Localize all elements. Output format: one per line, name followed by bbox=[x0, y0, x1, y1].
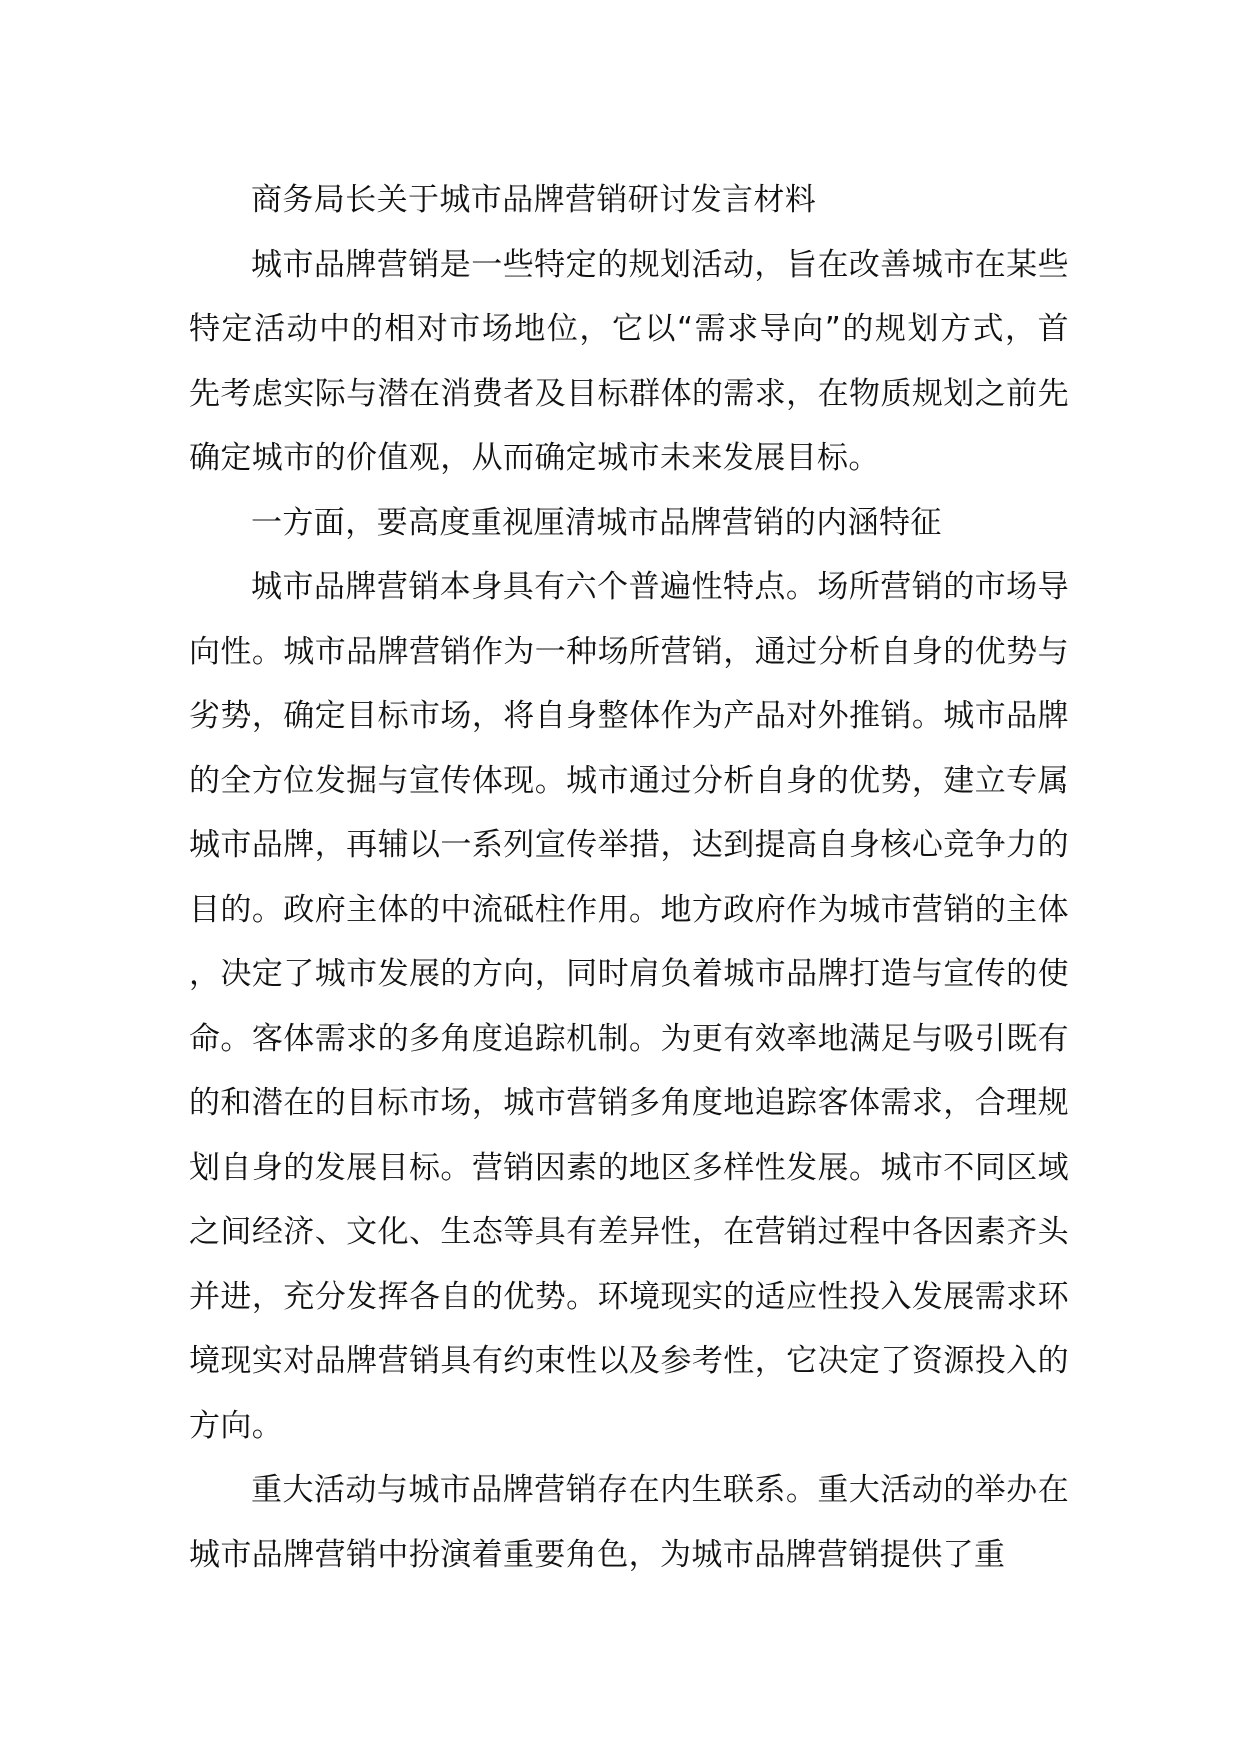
paragraph-definition: 城市品牌营销是一些特定的规划活动，旨在改善城市在某些特定活动中的相对市场地位，它以“需求导向”的规划方式，首先考虑实际与潜在消费者及目标群体的需求，在物质规划之前先确定城市的价值观，从而确定城市未来发展目标。 bbox=[189, 246, 1069, 476]
document-body bbox=[189, 168, 1069, 1587]
section-heading: 一方面，要高度重视厘清城市品牌营销的内涵特征 bbox=[251, 504, 942, 541]
paragraph-major-events: 重大活动与城市品牌营销存在内生联系。重大活动的举办在城市品牌营销中扮演着重要角色，为城市品牌营销提供了重 bbox=[189, 1472, 1069, 1573]
document-title: 商务局长关于城市品牌营销研讨发言材料 bbox=[251, 182, 817, 218]
paragraph-characteristics: 城市品牌营销本身具有六个普遍性特点。场所营销的市场导向性。城市品牌营销作为一种场所营销，通过分析自身的优势与劣势，确定目标市场，将自身整体作为产品对外推销。城市品牌的全方位发掘与宣传体现。城市通过分析自身的优势，建立专属城市品牌，再辅以一系列宣传举措，达到提高自身核心竞争力的目的。政府主体的中流砥柱作用。地方政府作为城市营销的主体，决定了城市发展的方向，同时肩负着城市品牌打造与宣传的使命。客体需求的多角度追踪机制。为更有效率地满足与吸引既有的和潜在的目标市场，城市营销多角度地追踪客体需求，合理规划自身的发展目标。营销因素的地区多样性发展。城市不同区域之间经济、文化、生态等具有差异性，在营销过程中各因素齐头并进，充分发挥各自的优势。环境现实的适应性投入发展需求环境现实对品牌营销具有约束性以及参考性，它决定了资源投入的方向。 bbox=[189, 569, 1069, 1444]
